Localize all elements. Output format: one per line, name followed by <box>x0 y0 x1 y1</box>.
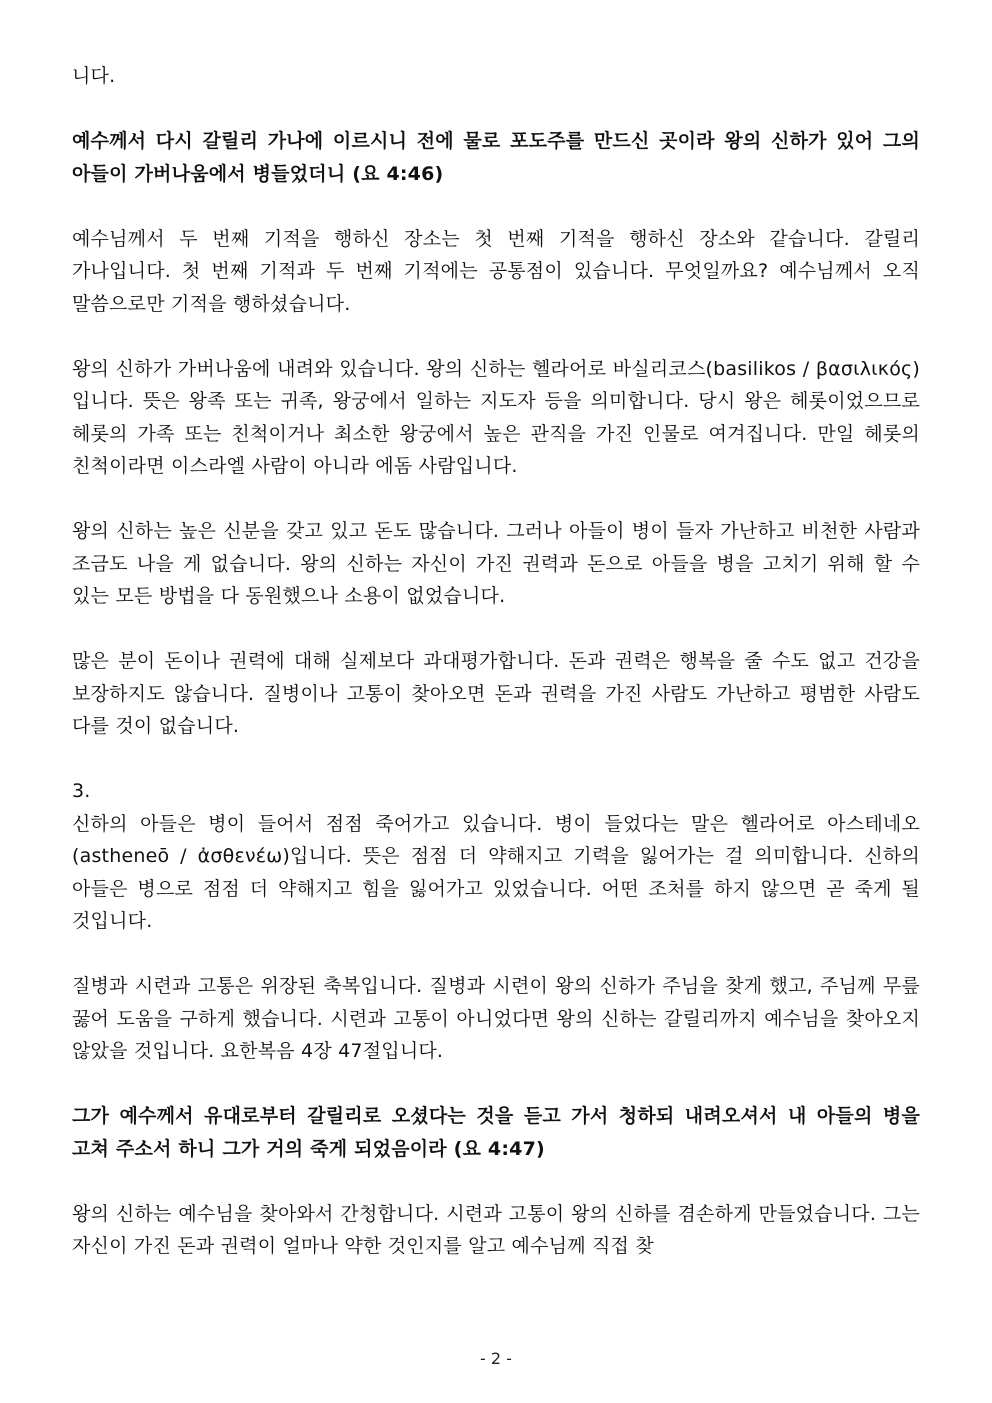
document-body <box>72 60 920 1263</box>
paragraph-gap <box>72 1068 920 1101</box>
paragraph: 왕의 신하는 예수님을 찾아와서 간청합니다. 시련과 고통이 왕의 신하를 겸손하게 만들었습니다. 그는 자신이 가진 돈과 권력이 얼마나 약한 것인지를 알고 예수님께 직접 찾 <box>72 1202 920 1257</box>
paragraph-gap <box>72 190 920 223</box>
paragraph-gap <box>72 743 920 776</box>
paragraph-gap <box>72 320 920 353</box>
paragraph-gap <box>72 93 920 126</box>
section-number: 3. <box>72 780 91 802</box>
paragraph-gap <box>72 613 920 646</box>
paragraph: 신하의 아들은 병이 들어서 점점 죽어가고 있습니다. 병이 들었다는 말은 헬라어로 아스테네오(astheneō / ἀσθενέω)입니다. 뜻은 점점 더 약해지고 기력을 잃어가는 걸 의미합니다. 신하의 아들은 병으로 점점 더 약해지고 힘을 잃어가고 있었습니다. 어떤 조처를 하지 않으면 곧 죽게 될 것입니다. <box>72 812 920 932</box>
paragraph: 많은 분이 돈이나 권력에 대해 실제보다 과대평가합니다. 돈과 권력은 행복을 줄 수도 없고 건강을 보장하지도 않습니다. 질병이나 고통이 찾아오면 돈과 권력을 가진 사람도 가난하고 평범한 사람도 다를 것이 없습니다. <box>72 650 920 737</box>
paragraph: 예수님께서 두 번째 기적을 행하신 장소는 첫 번째 기적을 행하신 장소와 같습니다. 갈릴리 가나입니다. 첫 번째 기적과 두 번째 기적에는 공통점이 있습니다. 무엇일까요? 예수님께서 오직 말씀으로만 기적을 행하셨습니다. <box>72 227 920 315</box>
paragraph-gap <box>72 938 920 971</box>
paragraph-gap <box>72 483 920 516</box>
paragraph: 질병과 시련과 고통은 위장된 축복입니다. 질병과 시련이 왕의 신하가 주님을 찾게 했고, 주님께 무릎 꿇어 도움을 구하게 했습니다. 시련과 고통이 아니었다면 왕의 신하는 갈릴리까지 예수님을 찾아오지 않았을 것입니다. 요한복음 4장 47절입니다. <box>72 975 920 1062</box>
paragraph-gap <box>72 1165 920 1198</box>
scripture-quote: 그가 예수께서 유대로부터 갈릴리로 오셨다는 것을 듣고 가서 청하되 내려오셔서 내 아들의 병을 고쳐 주소서 하니 그가 거의 죽게 되었음이라 (요 4:47) <box>72 1105 920 1160</box>
paragraph: 왕의 신하가 가버나움에 내려와 있습니다. 왕의 신하는 헬라어로 바실리코스(basilikos / βασιλικός)입니다. 뜻은 왕족 또는 귀족, 왕궁에서 일하는 지도자 등을 의미합니다. 당시 왕은 헤롯이었으므로 헤롯의 가족 또는 친척이거나 최소한 왕궁에서 높은 관직을 가진 인물로 여겨집니다. 만일 헤롯의 친척이라면 이스라엘 사람이 아니라 에돔 사람입니다. <box>72 357 920 477</box>
scripture-quote: 예수께서 다시 갈릴리 가나에 이르시니 전에 물로 포도주를 만드신 곳이라 왕의 신하가 있어 그의 아들이 가버나움에서 병들었더니 (요 4:46) <box>72 130 920 185</box>
paragraph: 니다. <box>72 65 116 87</box>
page-number: - 2 - <box>480 1349 512 1368</box>
paragraph: 왕의 신하는 높은 신분을 갖고 있고 돈도 많습니다. 그러나 아들이 병이 들자 가난하고 비천한 사람과 조금도 나을 게 없습니다. 왕의 신하는 자신이 가진 권력과 돈으로 아들을 병을 고치기 위해 할 수 있는 모든 방법을 다 동원했으나 소용이 없었습니다. <box>72 520 920 607</box>
